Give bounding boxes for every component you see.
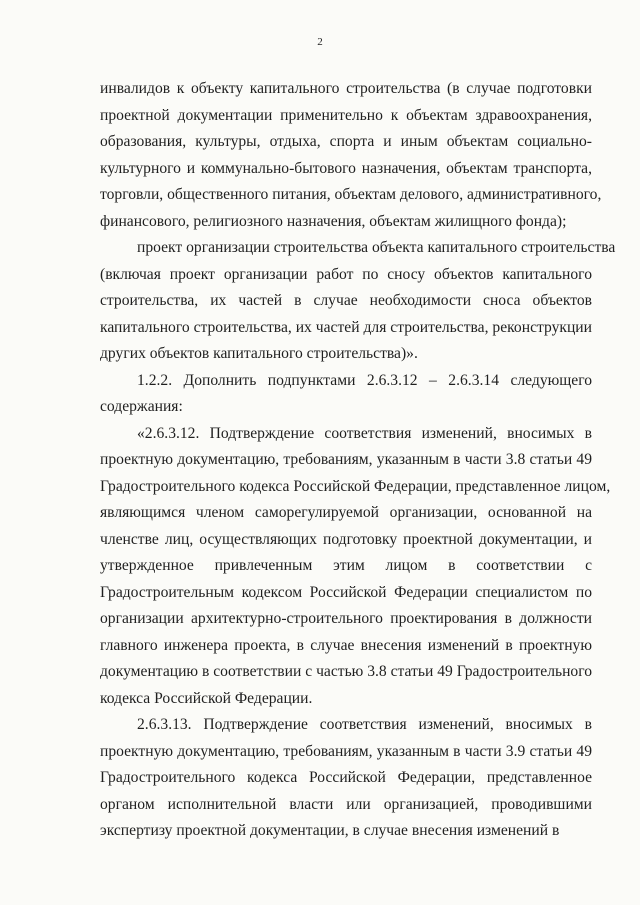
text-line: документацию в соответствии с частью 3.8 статьи 49 Градостроительного bbox=[100, 663, 593, 680]
text-line: строительства, их частей в случае необходимости сноса объектов bbox=[100, 292, 592, 309]
text-line: главного инженера проекта, в случае внесения изменений в проектную bbox=[100, 636, 592, 654]
document-body bbox=[100, 76, 616, 845]
paragraph bbox=[100, 712, 592, 845]
text-line: содержания: bbox=[100, 398, 183, 415]
paragraph bbox=[100, 421, 611, 713]
text-line: Градостроительным кодексом Российской Федерации специалистом по bbox=[100, 583, 592, 601]
text-line: экспертизу проектной документации, в случае внесения изменений в bbox=[100, 822, 560, 839]
paragraph bbox=[100, 235, 616, 368]
text-line: капитального строительства, их частей для строительства, реконструкции bbox=[100, 318, 592, 336]
page-number: 2 bbox=[317, 36, 323, 48]
text-line: 1.2.2. Дополнить подпунктами 2.6.3.12 – 2.6.3.14 следующего bbox=[137, 371, 592, 389]
text-line: других объектов капитального строительства)». bbox=[100, 345, 418, 362]
text-line: проектную документацию, требованиям, указанным в части 3.8 статьи 49 bbox=[100, 451, 592, 468]
paragraph bbox=[100, 368, 592, 421]
text-line: «2.6.3.12. Подтверждение соответствия изменений, вносимых в bbox=[137, 424, 592, 442]
text-line: Градостроительного кодекса Российской Федерации, представленное bbox=[100, 769, 592, 786]
text-line: организации архитектурно-строительного проектирования в должности bbox=[100, 610, 592, 627]
text-line: проект организации строительства объекта капитального строительства bbox=[137, 239, 616, 256]
text-line: (включая проект организации работ по сносу объектов капитального bbox=[100, 265, 592, 283]
text-line: кодекса Российской Федерации. bbox=[100, 689, 313, 707]
text-line: членстве лиц, осуществляющих подготовку проектной документации, и bbox=[100, 530, 592, 548]
text-line: торговли, общественного питания, объектам делового, административного, bbox=[100, 186, 602, 203]
text-line: проектную документацию, требованиям, указанным в части 3.9 статьи 49 bbox=[100, 742, 592, 760]
text-line: образования, культуры, отдыха, спорта и иным объектам социально- bbox=[100, 133, 592, 150]
text-line: инвалидов к объекту капитального строительства (в случае подготовки bbox=[100, 80, 592, 97]
text-line: Градостроительного кодекса Российской Федерации, представленное лицом, bbox=[100, 477, 611, 495]
text-line: органом исполнительной власти или организацией, проводившими bbox=[100, 795, 592, 813]
text-line: являющимся членом саморегулируемой организации, основанной на bbox=[100, 504, 592, 521]
paragraph bbox=[100, 76, 602, 235]
text-line: утвержденное привлеченным этим лицом в соответствии с bbox=[100, 557, 592, 574]
text-line: 2.6.3.13. Подтверждение соответствия изменений, вносимых в bbox=[137, 716, 592, 733]
text-line: проектной документации применительно к объектам здравоохранения, bbox=[100, 106, 592, 124]
text-line: культурного и коммунально-бытового назначения, объектам транспорта, bbox=[100, 159, 592, 177]
text-line: финансового, религиозного назначения, объектам жилищного фонда); bbox=[100, 212, 567, 230]
